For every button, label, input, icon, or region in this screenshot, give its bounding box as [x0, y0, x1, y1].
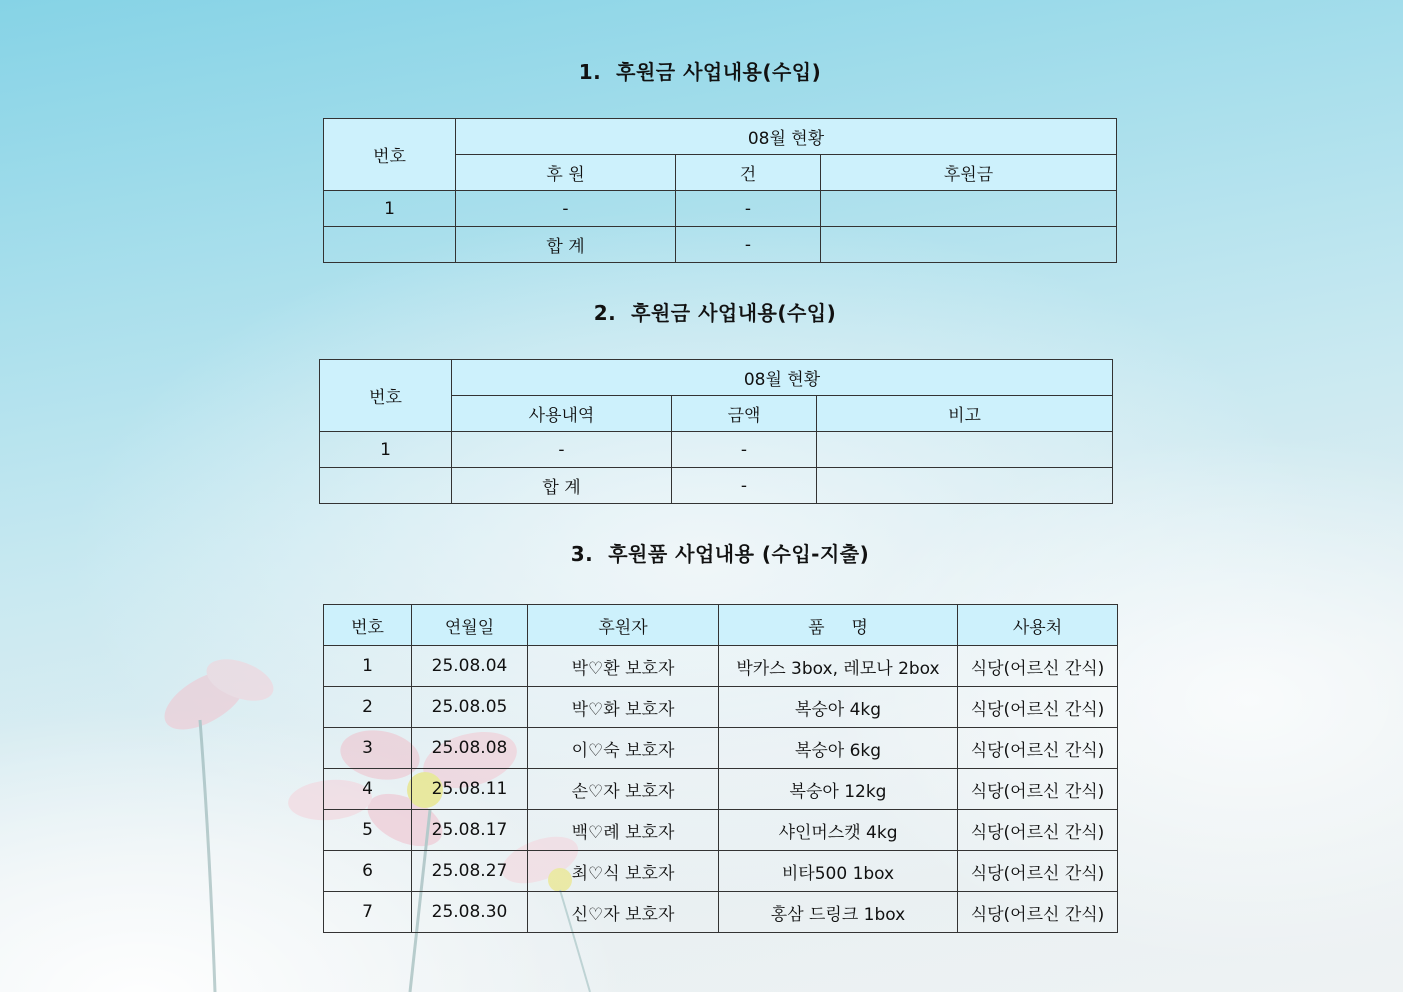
total-label: 합 계	[456, 227, 676, 263]
table-row	[324, 769, 1118, 810]
row-item: 복숭아 4kg	[719, 687, 958, 728]
header-status: 08월 현황	[456, 119, 1117, 155]
row-item: 비타500 1box	[719, 851, 958, 892]
row-no	[320, 468, 452, 504]
row-date: 25.08.05	[412, 687, 528, 728]
row-no: 1	[320, 432, 452, 468]
donation-income-table	[323, 118, 1117, 263]
header-usage: 사용내역	[452, 396, 672, 432]
row-destination: 식당(어르신 간식)	[958, 728, 1118, 769]
row-amount	[821, 191, 1117, 227]
total-count: -	[676, 227, 821, 263]
table-row	[324, 191, 1117, 227]
row-donor: 박♡화 보호자	[528, 687, 719, 728]
row-no: 3	[324, 728, 412, 769]
row-donor: 신♡자 보호자	[528, 892, 719, 933]
section1-title: 1. 후원금 사업내용(수입)	[578, 60, 822, 84]
table-row	[324, 687, 1118, 728]
total-amount: -	[672, 468, 817, 504]
row-destination: 식당(어르신 간식)	[958, 646, 1118, 687]
row-destination: 식당(어르신 간식)	[958, 769, 1118, 810]
header-item: 품 명	[719, 605, 958, 646]
row-no: 1	[324, 646, 412, 687]
row-item: 복숭아 6kg	[719, 728, 958, 769]
row-no: 6	[324, 851, 412, 892]
row-destination: 식당(어르신 간식)	[958, 851, 1118, 892]
header-date: 연월일	[412, 605, 528, 646]
donation-usage-table	[319, 359, 1113, 504]
row-item: 복숭아 12kg	[719, 769, 958, 810]
total-amount	[821, 227, 1117, 263]
total-remarks	[817, 468, 1113, 504]
header-no: 번호	[320, 360, 452, 432]
table-row	[324, 851, 1118, 892]
row-no: 4	[324, 769, 412, 810]
section3-title: 3. 후원품 사업내용 (수입-지출)	[570, 542, 870, 566]
row-amount: -	[672, 432, 817, 468]
total-label: 합 계	[452, 468, 672, 504]
row-date: 25.08.17	[412, 810, 528, 851]
row-donor: 이♡숙 보호자	[528, 728, 719, 769]
header-amount: 후원금	[821, 155, 1117, 191]
row-item: 박카스 3box, 레모나 2box	[719, 646, 958, 687]
header-status: 08월 현황	[452, 360, 1113, 396]
row-no: 1	[324, 191, 456, 227]
header-sponsor: 후 원	[456, 155, 676, 191]
row-usage: -	[452, 432, 672, 468]
header-amount: 금액	[672, 396, 817, 432]
row-item: 홍삼 드링크 1box	[719, 892, 958, 933]
header-no: 번호	[324, 119, 456, 191]
row-no	[324, 227, 456, 263]
table-row	[324, 892, 1118, 933]
table-row	[320, 432, 1113, 468]
row-no: 2	[324, 687, 412, 728]
header-count: 건	[676, 155, 821, 191]
row-date: 25.08.04	[412, 646, 528, 687]
row-destination: 식당(어르신 간식)	[958, 687, 1118, 728]
row-date: 25.08.30	[412, 892, 528, 933]
row-no: 5	[324, 810, 412, 851]
section2-title: 2. 후원금 사업내용(수입)	[593, 301, 837, 325]
row-item: 샤인머스캣 4kg	[719, 810, 958, 851]
in-kind-donation-table	[323, 604, 1118, 933]
row-destination: 식당(어르신 간식)	[958, 810, 1118, 851]
row-no: 7	[324, 892, 412, 933]
header-destination: 사용처	[958, 605, 1118, 646]
total-row	[320, 468, 1113, 504]
table-row	[324, 728, 1118, 769]
row-count: -	[676, 191, 821, 227]
row-date: 25.08.11	[412, 769, 528, 810]
header-remarks: 비고	[817, 396, 1113, 432]
table-row	[324, 646, 1118, 687]
header-no: 번호	[324, 605, 412, 646]
total-row	[324, 227, 1117, 263]
header-donor: 후원자	[528, 605, 719, 646]
row-date: 25.08.27	[412, 851, 528, 892]
row-date: 25.08.08	[412, 728, 528, 769]
row-destination: 식당(어르신 간식)	[958, 892, 1118, 933]
row-donor: 손♡자 보호자	[528, 769, 719, 810]
table-row	[324, 810, 1118, 851]
row-donor: 박♡환 보호자	[528, 646, 719, 687]
row-remarks	[817, 432, 1113, 468]
row-sponsor: -	[456, 191, 676, 227]
row-donor: 백♡례 보호자	[528, 810, 719, 851]
row-donor: 최♡식 보호자	[528, 851, 719, 892]
